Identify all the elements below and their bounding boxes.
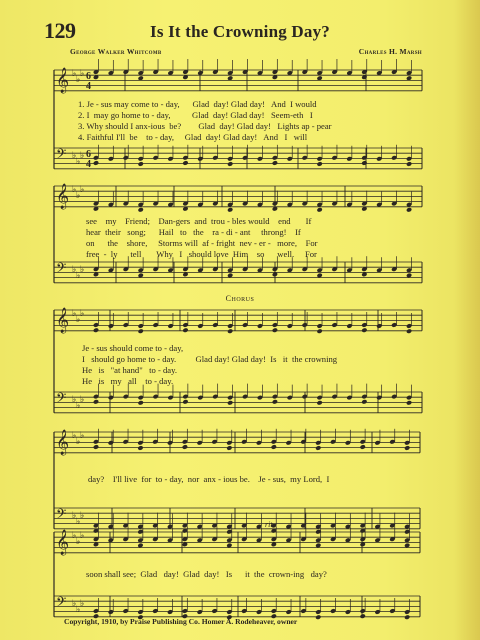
flat-sign: ♭ — [80, 150, 85, 160]
chorus-line-4: He is my all to - day. — [82, 376, 174, 386]
note-head — [317, 400, 323, 406]
flat-sign: ♭ — [80, 598, 85, 608]
note-head — [406, 400, 412, 406]
note-head — [272, 327, 278, 333]
verse-4-line-1: 4. Faithful I'll be to - day, Glad day! Glad day! And I will — [78, 132, 308, 142]
flat-sign: ♭ — [72, 150, 77, 160]
chorus-label: Chorus — [225, 294, 255, 303]
flat-sign: ♭ — [76, 74, 81, 84]
flat-sign: ♭ — [80, 430, 85, 440]
note-head — [138, 328, 144, 334]
bass-clef: 𝄢 — [56, 594, 67, 613]
treble-clef: 𝄞 — [56, 308, 70, 333]
copyright-notice: Copyright, 1910, by Praise Publishing Co. Homer A. Rodeheaver, owner — [64, 617, 298, 626]
time-signature-top: 6 — [86, 149, 91, 160]
flat-sign: ♭ — [72, 264, 77, 274]
note-head — [406, 328, 412, 334]
bass-clef: 𝄢 — [56, 260, 67, 279]
flat-sign: ♭ — [76, 270, 81, 280]
note-head — [226, 445, 232, 451]
note-head — [406, 207, 412, 213]
note-head — [272, 399, 278, 405]
note-head — [404, 614, 410, 620]
note-head — [317, 207, 323, 213]
flat-sign: ♭ — [72, 430, 77, 440]
note-head — [138, 400, 144, 406]
note-head — [182, 327, 188, 333]
verse-1-line-1: 1. Je - sus may come to - day, Glad day! Glad day! And I would — [78, 99, 317, 109]
chorus-line-5: day? I'll live for to - day, nor anx - ious be. Je - sus, my Lord, I — [88, 474, 330, 484]
note-head — [93, 160, 99, 166]
treble-clef: 𝄞 — [56, 68, 70, 93]
verse-2-line-1: 2. I may go home to - day, Glad day! Glad day! Seem-eth I — [78, 110, 313, 120]
note-head — [93, 327, 99, 333]
treble-clef: 𝄞 — [56, 530, 70, 555]
flat-sign: ♭ — [80, 264, 85, 274]
flat-sign: ♭ — [76, 190, 81, 200]
chorus-line-3: He is "at hand" to - day. — [82, 365, 178, 375]
flat-sign: ♭ — [80, 510, 85, 520]
note-head — [315, 614, 321, 620]
treble-clef: 𝄞 — [56, 430, 70, 455]
flat-sign: ♭ — [76, 436, 81, 446]
verse-4-line-2: free - ly tell Why I should love Him so well. For — [86, 249, 317, 259]
flat-sign: ♭ — [80, 68, 85, 78]
time-signature-top: 6 — [86, 71, 91, 82]
flat-sign: ♭ — [76, 604, 81, 614]
flat-sign: ♭ — [76, 314, 81, 324]
note-head — [93, 444, 99, 450]
bass-clef: 𝄢 — [56, 146, 67, 165]
hymn-title: Is It the Crowning Day? — [150, 22, 330, 41]
note-head — [182, 444, 188, 450]
flat-sign: ♭ — [72, 308, 77, 318]
ritardando-marking: rit. — [265, 520, 275, 529]
flat-sign: ♭ — [76, 400, 81, 410]
verse-3-line-2: on the shore, Storms will af - fright nev - er - more, For — [86, 238, 318, 248]
note-head — [361, 160, 367, 166]
note-head — [227, 161, 233, 167]
note-head — [138, 207, 144, 213]
time-signature-bottom: 4 — [86, 159, 91, 170]
note-head — [138, 161, 144, 167]
chorus-line-1: Je - sus should come to - day, — [82, 343, 184, 353]
treble-clef: 𝄞 — [56, 184, 70, 209]
flat-sign: ♭ — [80, 394, 85, 404]
note-head — [227, 328, 233, 334]
note-head — [404, 445, 410, 451]
note-head — [93, 399, 99, 405]
note-head — [406, 161, 412, 167]
bass-clef: 𝄢 — [56, 390, 67, 409]
note-head — [317, 328, 323, 334]
note-head — [227, 207, 233, 213]
note-head — [271, 444, 277, 450]
note-head — [317, 161, 323, 167]
flat-sign: ♭ — [76, 156, 81, 166]
chorus-line-2: I should go home to - day. Glad day! Glad day! Is it the crowning — [82, 354, 338, 364]
composer-credit: Charles H. Marsh — [358, 47, 422, 56]
note-head — [361, 399, 367, 405]
note-head — [360, 444, 366, 450]
verse-1-line-2: see my Friend; Dan-gers and trou - bles would end If — [86, 216, 312, 226]
hymn-number: 129 — [44, 18, 76, 43]
flat-sign: ♭ — [72, 530, 77, 540]
note-head — [315, 445, 321, 451]
note-head — [272, 160, 278, 166]
note-head — [182, 160, 188, 166]
author-credit: George Walker Whitcomb — [70, 47, 162, 56]
flat-sign: ♭ — [80, 530, 85, 540]
note-head — [182, 399, 188, 405]
note-head — [137, 445, 143, 451]
chorus-line-6: soon shall see; Glad day! Glad day! Is it the crown-ing day? — [86, 569, 327, 579]
verse-2-line-2: hear their song; Hail to the ra - di - ant throng! If — [86, 227, 301, 237]
flat-sign: ♭ — [76, 536, 81, 546]
flat-sign: ♭ — [80, 308, 85, 318]
flat-sign: ♭ — [72, 510, 77, 520]
flat-sign: ♭ — [72, 598, 77, 608]
note-head — [360, 613, 366, 619]
time-signature-bottom: 4 — [86, 81, 91, 92]
note-head — [361, 327, 367, 333]
flat-sign: ♭ — [76, 516, 81, 526]
bass-clef: 𝄢 — [56, 506, 67, 525]
note-head — [227, 400, 233, 406]
flat-sign: ♭ — [72, 184, 77, 194]
flat-sign: ♭ — [72, 394, 77, 404]
flat-sign: ♭ — [72, 68, 77, 78]
flat-sign: ♭ — [80, 184, 85, 194]
verse-3-line-1: 3. Why should I anx-ious be? Glad day! Glad day! Lights ap - pear — [78, 121, 332, 131]
